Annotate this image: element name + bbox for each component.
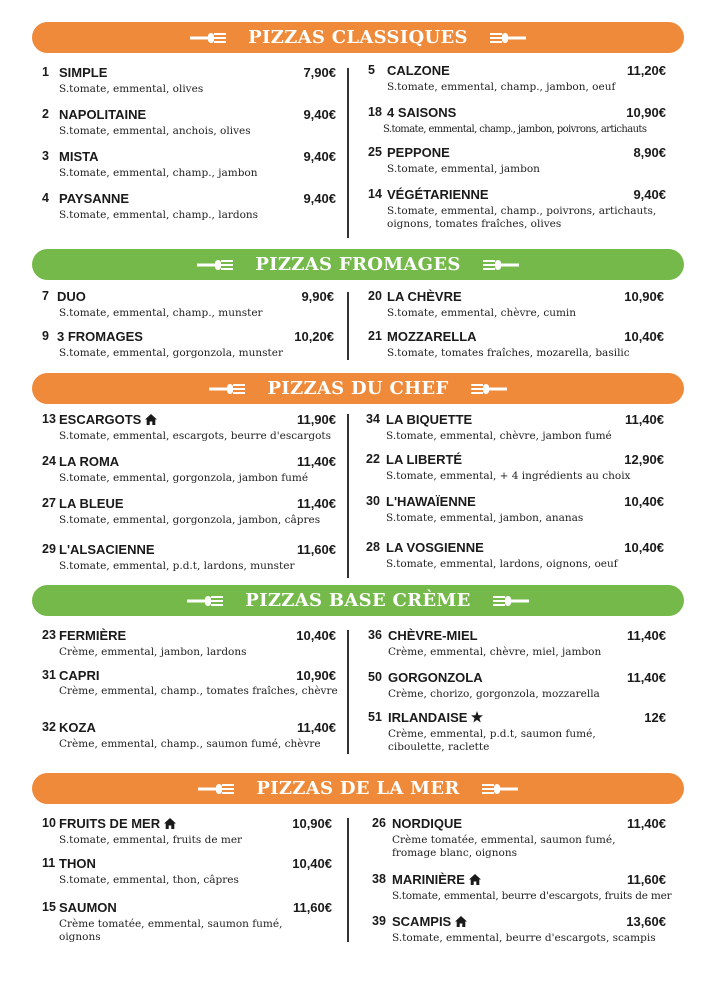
item-name: THON xyxy=(59,856,96,871)
item-description: S.tomate, emmental, gorgonzola, munster xyxy=(59,347,283,359)
item-price: 12,90€ xyxy=(624,452,664,467)
item-price: 10,40€ xyxy=(624,540,664,555)
item-name: 3 FROMAGES xyxy=(57,329,143,344)
item-number: 1 xyxy=(42,65,49,79)
item-name xyxy=(59,412,157,428)
item-price: 11,40€ xyxy=(624,412,664,427)
item-number: 39 xyxy=(372,914,386,928)
item-price: 11,40€ xyxy=(626,670,666,685)
star-icon xyxy=(471,711,483,726)
menu-item xyxy=(42,668,336,697)
banner-pizzas-classiques xyxy=(32,22,684,53)
item-description: S.tomate, emmental, escargots, beurre d'escargots xyxy=(59,430,332,442)
item-description: S.tomate, emmental, jambon xyxy=(387,163,540,175)
item-description: Crème, emmental, chèvre, miel, jambon xyxy=(388,646,602,658)
item-price: 9,40€ xyxy=(303,149,336,164)
menu-item xyxy=(42,628,336,659)
column-divider xyxy=(347,292,349,360)
item-number: 30 xyxy=(366,494,380,508)
column-divider xyxy=(347,414,349,578)
section-title: PIZZAS DE LA MER xyxy=(256,778,460,799)
fork-right-icon xyxy=(482,783,518,795)
item-number: 50 xyxy=(368,670,382,684)
item-price: 7,90€ xyxy=(303,65,336,80)
item-name-text: ESCARGOTS xyxy=(59,412,142,427)
banner-pizzas-du-chef xyxy=(32,373,684,404)
fork-left-icon xyxy=(209,383,245,395)
item-description: S.tomate, emmental, champ., poivrons, artichauts, oignons, tomates fraîches, olives xyxy=(387,205,657,230)
menu-item xyxy=(42,900,332,944)
item-price: 10,90€ xyxy=(292,816,332,831)
item-name: 4 SAISONS xyxy=(387,105,457,120)
item-price: 11,40€ xyxy=(626,816,666,831)
item-name xyxy=(59,816,176,832)
item-price: 11,60€ xyxy=(292,900,332,915)
menu-item xyxy=(368,710,666,754)
item-description: S.tomate, emmental, thon, câpres xyxy=(59,874,239,886)
item-number: 11 xyxy=(42,856,56,870)
item-name: LA LIBERTÉ xyxy=(386,452,463,467)
item-description: Crème, emmental, champ., tomates fraîches, chèvre xyxy=(59,685,338,697)
menu-item xyxy=(42,329,334,360)
item-number: 13 xyxy=(42,412,56,426)
menu-item xyxy=(42,289,334,320)
item-price: 12€ xyxy=(644,710,666,725)
item-name: LA VOSGIENNE xyxy=(386,540,484,555)
column-divider xyxy=(347,68,349,238)
menu-item xyxy=(368,63,666,94)
fork-right-icon xyxy=(490,32,526,44)
item-name: MISTA xyxy=(59,149,99,164)
item-number: 10 xyxy=(42,816,56,830)
item-price: 8,90€ xyxy=(633,145,666,160)
item-price: 9,90€ xyxy=(301,289,334,304)
section-title: PIZZAS FROMAGES xyxy=(255,254,461,275)
menu-item xyxy=(372,816,666,860)
item-price: 10,40€ xyxy=(292,856,332,871)
item-name: CALZONE xyxy=(387,63,450,78)
item-name: NAPOLITAINE xyxy=(59,107,147,122)
menu-item xyxy=(368,329,664,360)
item-description: Crème tomatée, emmental, saumon fumé, fromage blanc, oignons xyxy=(392,834,616,859)
item-name-text: SCAMPIS xyxy=(392,914,452,929)
section-title: PIZZAS BASE CRÈME xyxy=(245,590,471,611)
menu-item xyxy=(42,149,336,180)
item-name: LA BLEUE xyxy=(59,496,124,511)
item-number: 34 xyxy=(366,412,380,426)
item-number: 21 xyxy=(368,329,382,343)
item-number: 2 xyxy=(42,107,49,121)
item-name: FERMIÈRE xyxy=(59,628,127,643)
item-price: 9,40€ xyxy=(303,107,336,122)
item-description: S.tomate, emmental, champ., jambon, oeuf xyxy=(387,81,616,93)
item-description: S.tomate, emmental, jambon, ananas xyxy=(386,512,584,524)
item-description: S.tomate, tomates fraîches, mozarella, basilic xyxy=(387,347,630,359)
fork-right-icon xyxy=(483,259,519,271)
menu-item xyxy=(368,145,666,176)
item-description: S.tomate, emmental, champ., munster xyxy=(59,307,263,319)
item-name: LA CHÈVRE xyxy=(387,289,462,304)
item-description: S.tomate, emmental, chèvre, jambon fumé xyxy=(386,430,612,442)
menu-item xyxy=(42,454,336,485)
menu-item xyxy=(368,670,666,701)
item-price: 11,40€ xyxy=(296,454,336,469)
item-number: 31 xyxy=(42,668,56,682)
item-description: Crème, emmental, champ., saumon fumé, chèvre xyxy=(59,738,321,750)
menu-item xyxy=(368,187,666,231)
item-description: S.tomate, emmental, lardons, oignons, oeuf xyxy=(386,558,618,570)
fork-right-icon xyxy=(493,595,529,607)
item-price: 10,40€ xyxy=(296,628,336,643)
menu-item xyxy=(42,542,336,573)
item-number: 20 xyxy=(368,289,382,303)
item-number: 28 xyxy=(366,540,380,554)
item-name-text: IRLANDAISE xyxy=(388,710,468,725)
item-description: S.tomate, emmental, chèvre, cumin xyxy=(387,307,577,319)
banner-pizzas-fromages xyxy=(32,249,684,280)
item-number: 23 xyxy=(42,628,56,642)
item-name: L'ALSACIENNE xyxy=(59,542,155,557)
house-icon xyxy=(145,413,157,428)
item-number: 5 xyxy=(368,63,375,77)
banner-pizzas-base-creme xyxy=(32,585,684,616)
item-name: PAYSANNE xyxy=(59,191,130,206)
item-number: 7 xyxy=(42,289,49,303)
item-number: 36 xyxy=(368,628,382,642)
item-name: CHÈVRE-MIEL xyxy=(388,628,478,643)
menu-item xyxy=(42,65,336,96)
item-price: 9,40€ xyxy=(633,187,666,202)
menu-item xyxy=(366,452,664,483)
item-number: 24 xyxy=(42,454,56,468)
item-description: S.tomate, emmental, + 4 ingrédients au choix xyxy=(386,470,631,482)
fork-right-icon xyxy=(471,383,507,395)
item-description: S.tomate, emmental, olives xyxy=(59,83,204,95)
section-title: PIZZAS DU CHEF xyxy=(267,378,449,399)
item-name: SIMPLE xyxy=(59,65,108,80)
menu-item xyxy=(42,856,332,887)
menu-item xyxy=(366,540,664,571)
item-name: DUO xyxy=(57,289,86,304)
section-title: PIZZAS CLASSIQUES xyxy=(248,27,468,48)
item-description: S.tomate, emmental, fruits de mer xyxy=(59,834,243,846)
item-price: 9,40€ xyxy=(303,191,336,206)
menu-item xyxy=(42,496,336,527)
menu-item xyxy=(42,412,336,443)
item-number: 9 xyxy=(42,329,49,343)
item-price: 10,90€ xyxy=(626,105,666,120)
menu-item xyxy=(42,816,332,847)
item-price: 10,40€ xyxy=(624,494,664,509)
item-description: S.tomate, emmental, gorgonzola, jambon, câpres xyxy=(59,514,321,526)
item-name: MOZZARELLA xyxy=(387,329,477,344)
item-number: 25 xyxy=(368,145,382,159)
menu-item xyxy=(366,412,664,443)
item-price: 11,40€ xyxy=(626,628,666,643)
item-name: GORGONZOLA xyxy=(388,670,483,685)
item-name xyxy=(388,710,483,726)
item-description: S.tomate, emmental, beurre d'escargots, fruits de mer xyxy=(392,890,672,902)
item-number: 4 xyxy=(42,191,49,205)
item-description: Crème, chorizo, gorgonzola, mozzarella xyxy=(388,688,600,700)
item-price: 10,90€ xyxy=(624,289,664,304)
item-description: S.tomate, emmental, champ., lardons xyxy=(59,209,259,221)
item-name-text: MARINIÈRE xyxy=(392,872,465,887)
item-name: VÉGÉTARIENNE xyxy=(387,187,489,202)
item-number: 3 xyxy=(42,149,49,163)
item-name: LA BIQUETTE xyxy=(386,412,473,427)
column-divider xyxy=(347,818,349,942)
item-price: 11,40€ xyxy=(296,720,336,735)
item-name: L'HAWAÏENNE xyxy=(386,494,476,509)
item-description: S.tomate, emmental, champ., jambon xyxy=(59,167,258,179)
menu-item xyxy=(368,628,666,659)
menu-item xyxy=(42,720,336,751)
menu-item xyxy=(42,191,336,222)
item-name: SAUMON xyxy=(59,900,117,915)
item-price: 11,40€ xyxy=(296,496,336,511)
menu-item xyxy=(366,494,664,525)
item-price: 11,90€ xyxy=(296,412,336,427)
fork-left-icon xyxy=(187,595,223,607)
menu-item xyxy=(42,107,336,138)
house-icon xyxy=(469,873,481,888)
item-description: Crème, emmental, jambon, lardons xyxy=(59,646,247,658)
item-number: 15 xyxy=(42,900,56,914)
item-name: CAPRI xyxy=(59,668,100,683)
item-name: KOZA xyxy=(59,720,96,735)
item-number: 27 xyxy=(42,496,56,510)
item-number: 51 xyxy=(368,710,382,724)
item-price: 11,20€ xyxy=(626,63,666,78)
item-description: S.tomate, emmental, beurre d'escargots, scampis xyxy=(392,932,656,944)
banner-pizzas-de-la-mer xyxy=(32,773,684,804)
item-name: NORDIQUE xyxy=(392,816,463,831)
menu-item xyxy=(372,872,672,903)
item-price: 10,90€ xyxy=(296,668,336,683)
item-description: Crème, emmental, p.d.t, saumon fumé, ciboulette, raclette xyxy=(388,728,596,753)
fork-left-icon xyxy=(197,259,233,271)
menu-item xyxy=(372,914,666,945)
item-price: 13,60€ xyxy=(626,914,666,929)
item-description: Crème tomatée, emmental, saumon fumé, oignons xyxy=(59,918,283,943)
menu-item xyxy=(368,105,666,136)
item-number: 18 xyxy=(368,105,382,119)
item-description: S.tomate, emmental, p.d.t, lardons, munster xyxy=(59,560,295,572)
item-price: 11,60€ xyxy=(626,872,666,887)
fork-left-icon xyxy=(190,32,226,44)
item-name: PEPPONE xyxy=(387,145,450,160)
fork-left-icon xyxy=(198,783,234,795)
house-icon xyxy=(164,817,176,832)
item-price: 10,20€ xyxy=(294,329,334,344)
item-description: S.tomate, emmental, anchois, olives xyxy=(59,125,251,137)
house-icon xyxy=(455,915,467,930)
item-name: LA ROMA xyxy=(59,454,120,469)
item-number: 32 xyxy=(42,720,56,734)
item-number: 38 xyxy=(372,872,386,886)
item-number: 14 xyxy=(368,187,382,201)
item-number: 29 xyxy=(42,542,56,556)
item-description: S.tomate, emmental, gorgonzola, jambon fumé xyxy=(59,472,309,484)
menu-item xyxy=(368,289,664,320)
column-divider xyxy=(347,630,349,754)
item-number: 22 xyxy=(366,452,380,466)
item-name xyxy=(392,914,467,930)
item-number: 26 xyxy=(372,816,386,830)
item-name-text: FRUITS DE MER xyxy=(59,816,161,831)
item-name xyxy=(392,872,481,888)
item-description: S.tomate, emmental, champ., jambon, poivrons, artichauts xyxy=(383,124,647,135)
item-price: 10,40€ xyxy=(624,329,664,344)
item-price: 11,60€ xyxy=(296,542,336,557)
